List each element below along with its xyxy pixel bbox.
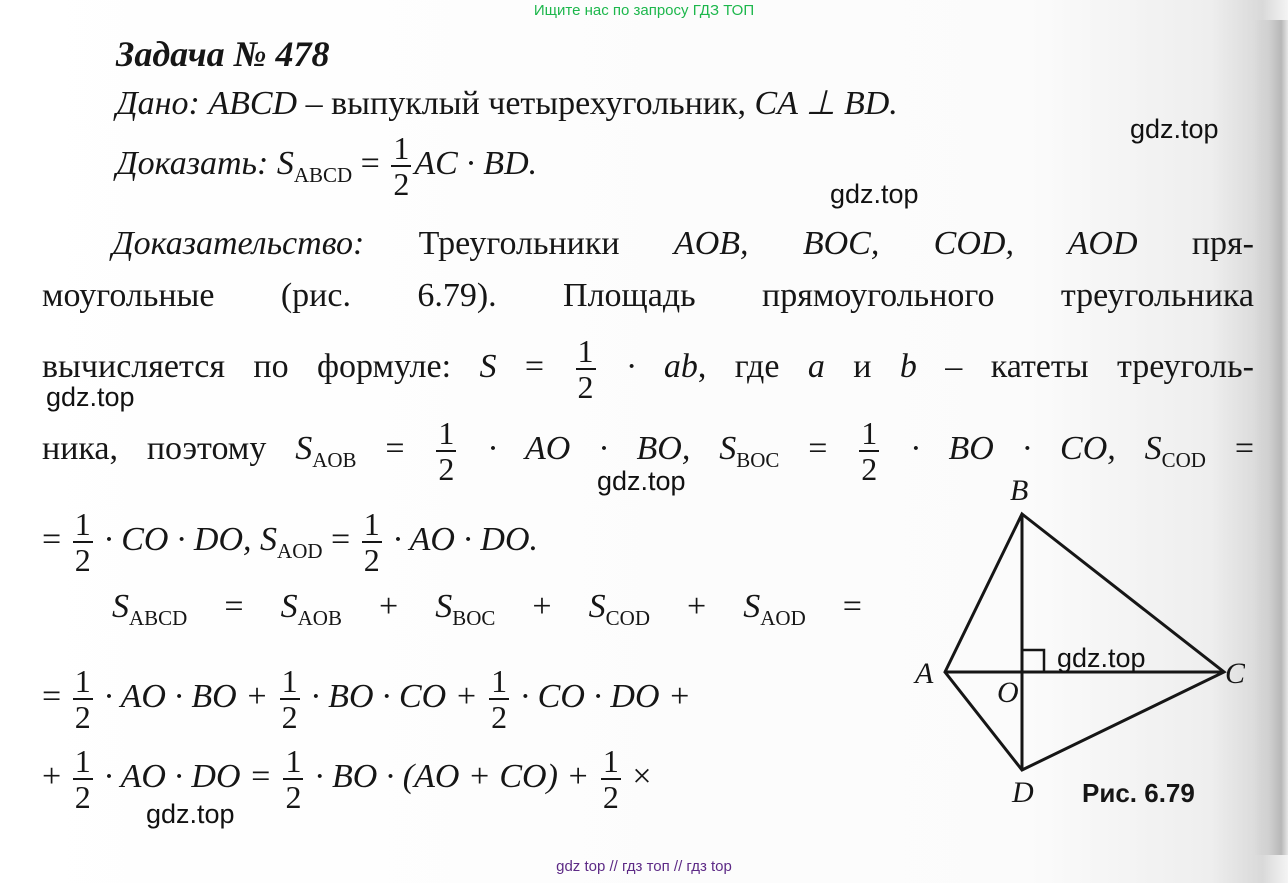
top-banner[interactable]: Ищите нас по запросу ГДЗ ТОП [533,2,755,19]
watermark-3: gdz.top [46,382,135,412]
proof-line-5: = $\frac{1}{2}$ · CO · DO, $S_{AOD}$ = $\frac{1}{2}$ · AO · DO. [42,506,539,578]
formula-fraction: $\frac{1}{2}$ [577,333,594,405]
proof-line-4: ника, поэтому $S_{AOB}$ = $\frac{1}{2}$ · AO · BO, $S_{BOC}$ = $\frac{1}{2}$ · BO · CO, $S_{COD}$ = [42,415,1254,487]
fraction-cod: $\frac{1}{2}$ [74,506,91,578]
fraction-aod: $\frac{1}{2}$ [363,506,380,578]
given-label: Дано: [116,85,200,122]
proof-line-6: $S_{ABCD} = S_{AOB} + S_{BOC} + S_{COD} + S_{AOD}$ = [112,588,862,630]
proof-line-7: = $\frac{1}{2}$ · AO · BO + $\frac{1}{2}$ · BO · CO + $\frac{1}{2}$ · CO · DO + [42,663,691,735]
given-condition: CA ⊥ BD. [754,85,898,122]
task-title: Задача № 478 [116,34,330,74]
given-line [116,87,898,121]
watermark-1: gdz.top [1130,114,1219,144]
given-quad: ABCD [208,85,298,122]
label-b: B [1010,474,1029,507]
prove-line [116,132,537,200]
proof-hyphen: пря- [1137,225,1255,262]
watermark-5: gdz.top [1057,643,1146,673]
fraction-boc: $\frac{1}{2}$ [861,415,878,487]
right-angle-mark [1022,650,1044,672]
proof-text: Треугольники [364,225,674,262]
figure-caption: Рис. 6.79 [1082,778,1195,808]
bottom-footer[interactable]: gdz top // гдз топ // гдз top [556,858,732,875]
watermark-4: gdz.top [597,466,686,496]
proof-line-3: вычисляется по формуле: S = $\frac{1}{2}$ · ab, где a и b – катеты треуголь- [42,333,1254,405]
watermark-2: gdz.top [830,179,919,209]
proof-label: Доказательство: [112,225,365,262]
prove-sub: ABCD [293,162,353,187]
label-a: A [915,657,934,690]
book-spine-shadow [1254,20,1288,855]
prove-label: Доказать: [116,144,269,182]
prove-fraction: $\frac{1}{2}$ [393,130,410,202]
prove-rest: AC · BD. [414,144,538,182]
fraction-aob: $\frac{1}{2}$ [438,415,455,487]
quadrilateral-abcd [945,514,1224,770]
prove-s: S [276,144,294,182]
label-d: D [1012,776,1034,809]
proof-line-2: моугольные (рис. 6.79). Площадь прямоугольного треугольника [42,277,1254,314]
watermark-6: gdz.top [146,799,235,829]
label-o: O [997,676,1019,709]
proof-line-1 [112,227,1254,261]
proof-line-8: + $\frac{1}{2}$ · AO · DO = $\frac{1}{2}$ · BO · (AO + CO) + $\frac{1}{2}$ × [42,743,652,815]
label-c: C [1225,657,1245,690]
prove-eq: = [352,144,389,182]
proof-triangles: AOB, BOC, COD, AOD [673,225,1138,262]
given-text: – выпуклый четырехугольник, [297,85,755,122]
